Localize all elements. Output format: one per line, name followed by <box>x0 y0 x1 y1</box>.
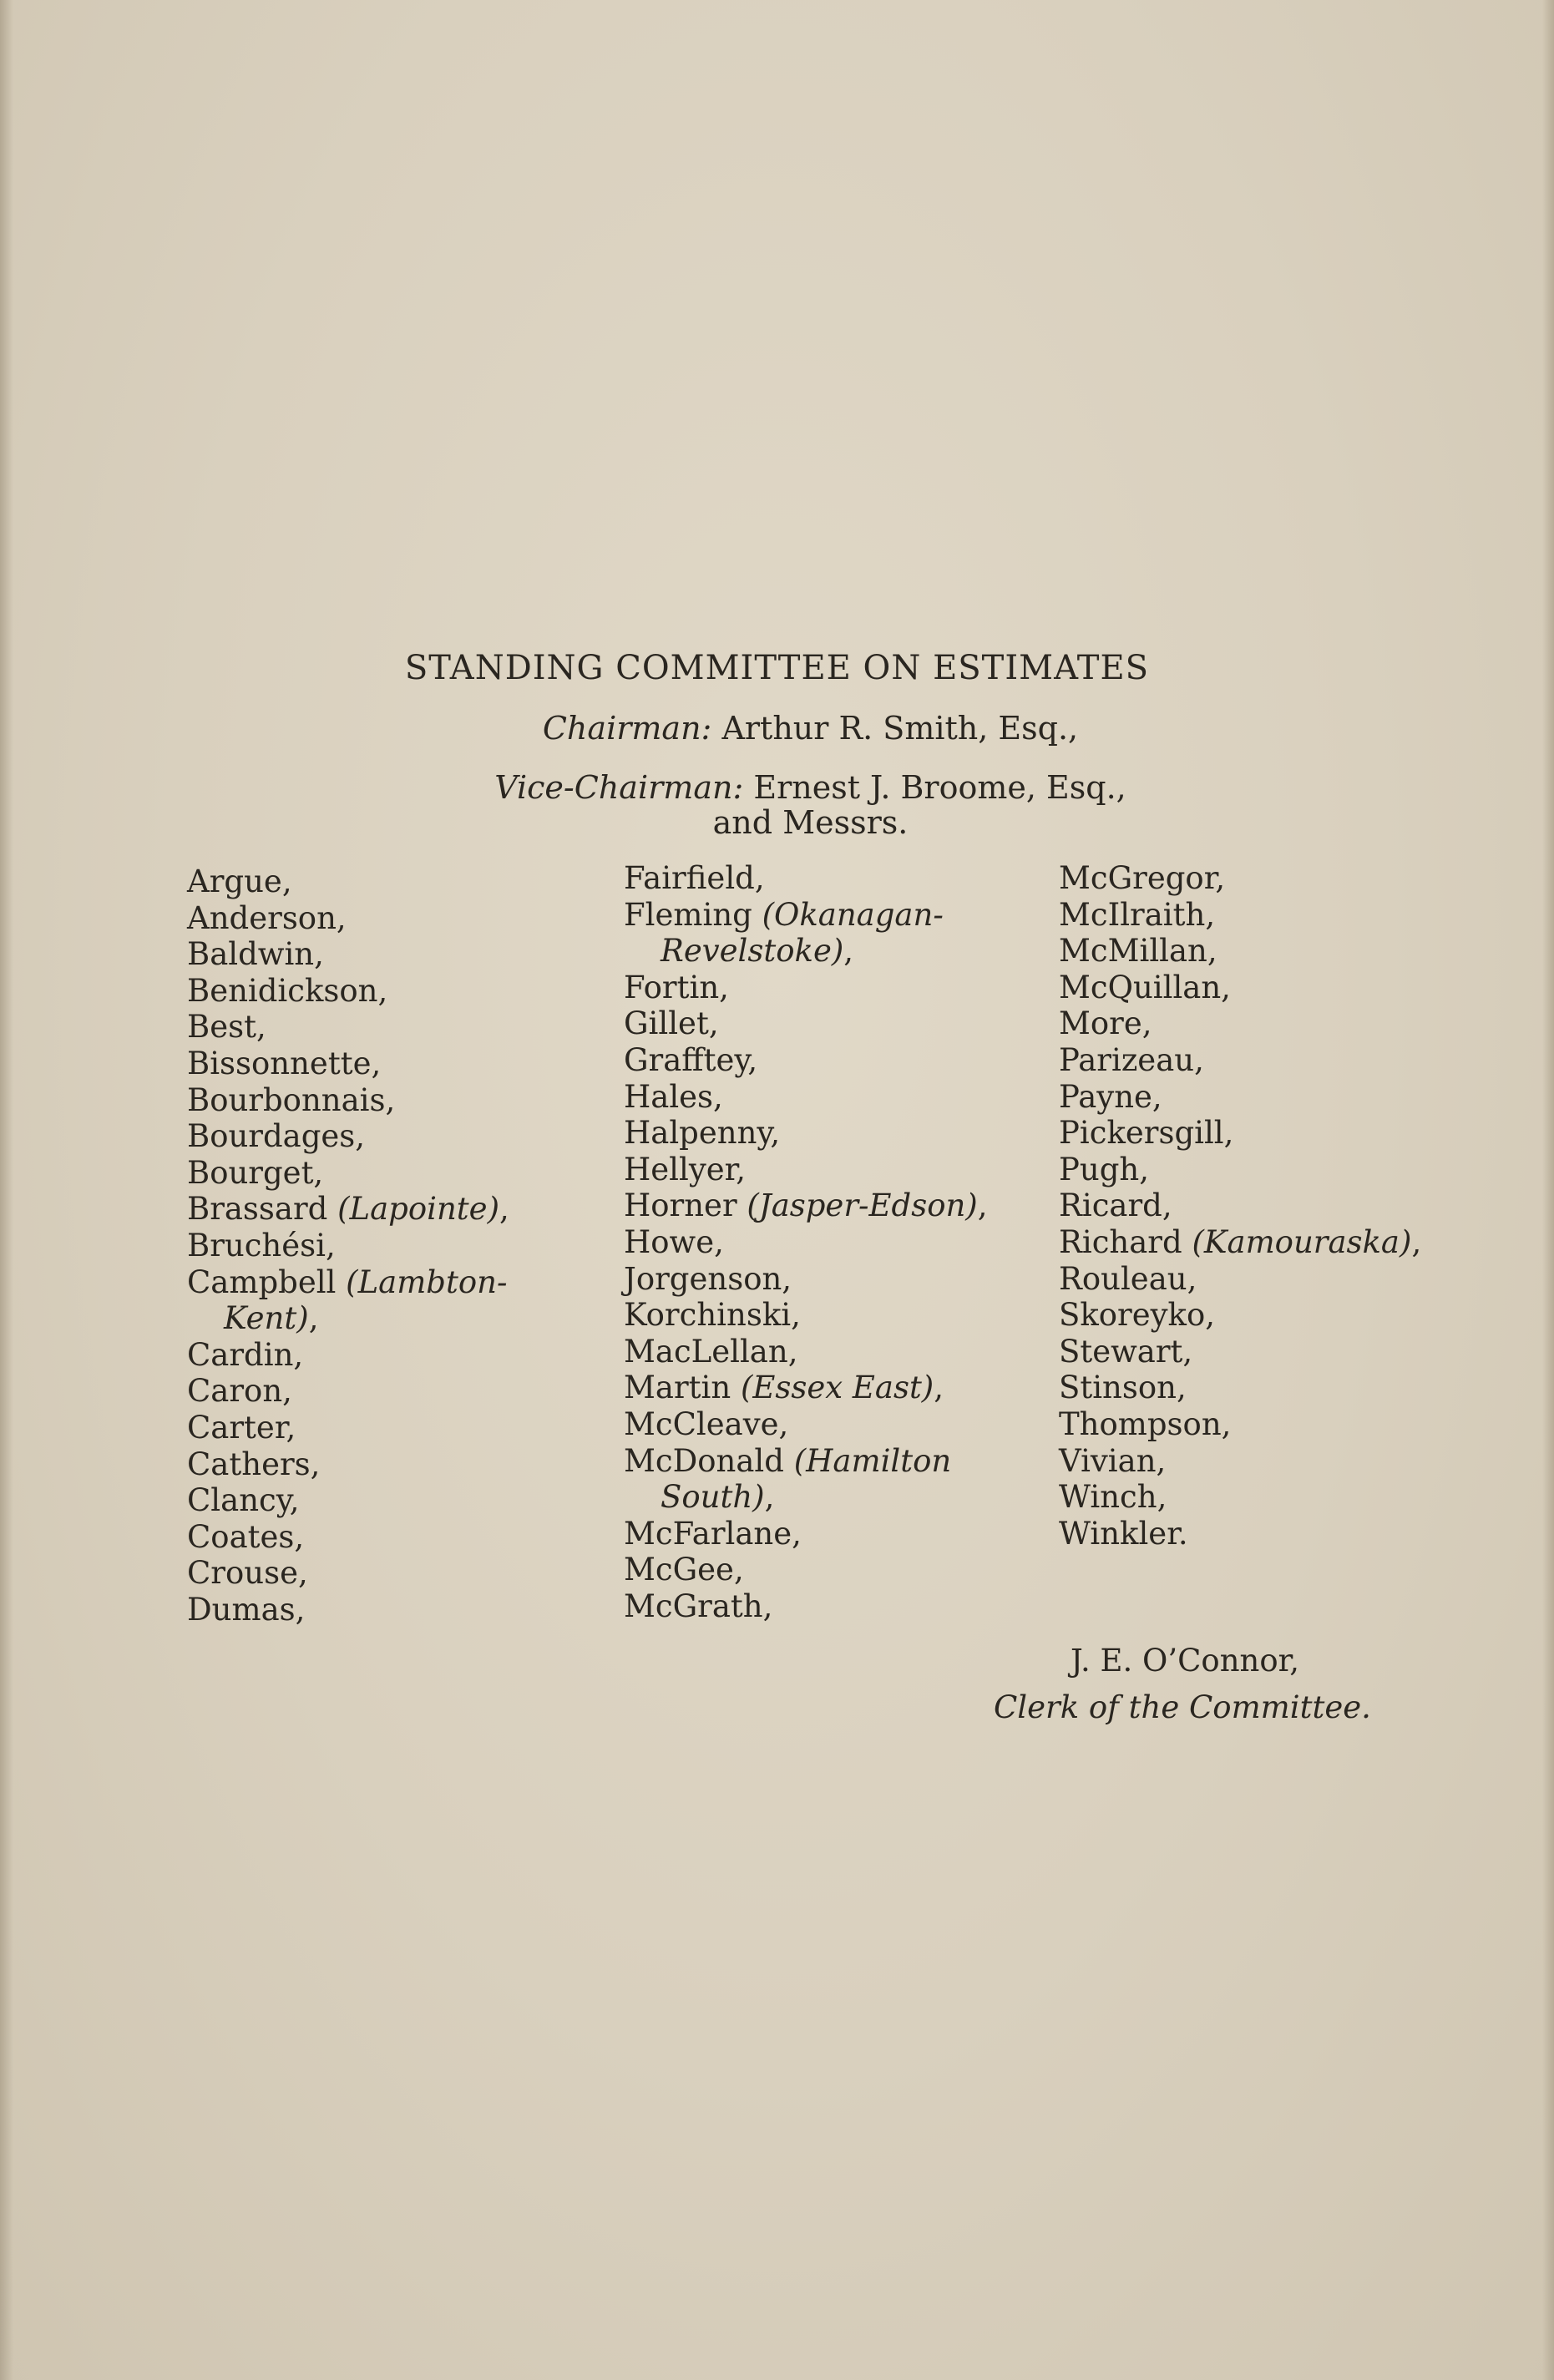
member-punctuation: , <box>308 1300 319 1337</box>
member-name: Hales, <box>624 1078 723 1115</box>
member-name: McIlraith, <box>1059 896 1216 933</box>
member-entry <box>624 1261 988 1298</box>
member-name: Pugh, <box>1059 1151 1150 1187</box>
member-entry <box>624 1552 988 1588</box>
member-name: Argue, <box>187 863 292 899</box>
member-name: Caron, <box>187 1373 292 1410</box>
member-entry <box>1059 1443 1421 1480</box>
member-entry <box>187 1592 509 1628</box>
member-entry <box>1059 1261 1421 1298</box>
member-entry <box>624 1406 988 1443</box>
and-messrs-line: and Messrs. <box>712 804 909 841</box>
member-name: McGregor, <box>1059 860 1226 896</box>
member-name: Crouse, <box>187 1555 308 1592</box>
member-entry <box>1059 897 1421 934</box>
member-name: Bruchési, <box>187 1227 336 1263</box>
member-punctuation: , <box>764 1479 775 1516</box>
member-name: Fortin, <box>624 969 729 1005</box>
member-name: McDonald <box>624 1442 784 1479</box>
member-riding: (Jasper-Edson) <box>747 1187 978 1224</box>
member-entry <box>624 1370 988 1406</box>
member-entry <box>187 1373 509 1410</box>
member-name: Clancy, <box>187 1482 300 1519</box>
member-entry <box>187 900 509 937</box>
member-name: Martin <box>624 1370 731 1406</box>
member-entry <box>187 1482 509 1519</box>
member-riding: (Okanagan- <box>762 896 944 933</box>
member-name: Gillet, <box>624 1005 719 1042</box>
member-continuation-line <box>624 933 988 970</box>
member-punctuation: , <box>1411 1223 1422 1260</box>
member-entry <box>1059 1042 1421 1079</box>
members-column-3 <box>1059 860 1421 1552</box>
member-entry <box>624 897 988 934</box>
member-entry <box>187 1046 509 1082</box>
member-name: Stewart, <box>1059 1333 1193 1370</box>
member-entry <box>187 1555 509 1592</box>
member-entry <box>187 1155 509 1192</box>
member-name: Campbell <box>187 1263 337 1300</box>
member-name: Vivian, <box>1059 1442 1167 1479</box>
member-riding: (Kamouraska) <box>1192 1223 1412 1260</box>
member-name: Rouleau, <box>1059 1260 1197 1297</box>
member-punctuation: , <box>843 933 854 970</box>
chairman-line <box>0 710 1554 747</box>
member-entry <box>1059 1406 1421 1443</box>
member-name: Fairfield, <box>624 860 765 896</box>
member-name: Jorgenson, <box>624 1260 792 1297</box>
member-entry <box>624 1443 988 1480</box>
member-name: Grafftey, <box>624 1041 758 1078</box>
member-entry <box>187 1446 509 1483</box>
member-punctuation: , <box>977 1187 988 1224</box>
member-entry <box>1059 860 1421 897</box>
member-continuation-line <box>187 1300 509 1337</box>
member-name: Howe, <box>624 1223 724 1260</box>
member-entry <box>187 1410 509 1446</box>
chairman-label: Chairman: <box>542 710 712 747</box>
member-name: Brassard <box>187 1191 328 1228</box>
member-entry <box>624 1588 988 1625</box>
member-name: Baldwin, <box>187 936 324 973</box>
chairman-name: Arthur R. Smith, Esq., <box>721 710 1079 747</box>
member-entry <box>187 1264 509 1301</box>
member-entry <box>187 1082 509 1119</box>
member-name: Winch, <box>1059 1479 1167 1516</box>
members-column-1 <box>187 863 509 1628</box>
member-entry <box>187 1118 509 1155</box>
member-name: Halpenny, <box>624 1115 781 1152</box>
member-name: Richard <box>1059 1223 1182 1260</box>
member-entry <box>187 1228 509 1264</box>
member-entry <box>1059 1224 1421 1261</box>
member-entry <box>1059 1005 1421 1042</box>
clerk-name: J. E. O’Connor, <box>1071 1643 1300 1679</box>
clerk-title: Clerk of the Committee. <box>994 1689 1371 1725</box>
member-entry <box>187 973 509 1010</box>
member-entry <box>187 1519 509 1556</box>
member-name: Bourdages, <box>187 1118 366 1155</box>
page-edge-shadow-right <box>1542 0 1554 2380</box>
member-entry <box>187 1191 509 1228</box>
member-entry <box>624 860 988 897</box>
member-name: Ricard, <box>1059 1187 1172 1224</box>
member-entry <box>624 1516 988 1552</box>
member-entry <box>624 1187 988 1224</box>
member-entry <box>1059 1334 1421 1370</box>
member-entry <box>187 1009 509 1046</box>
member-punctuation: , <box>499 1191 509 1228</box>
member-entry <box>187 863 509 900</box>
committee-title: STANDING COMMITTEE ON ESTIMATES <box>404 649 1150 687</box>
page-edge-shadow-left <box>0 0 13 2380</box>
member-entry <box>1059 1479 1421 1516</box>
member-entry <box>1059 1187 1421 1224</box>
member-entry <box>1059 1079 1421 1116</box>
vice-chairman-label: Vice-Chairman: <box>494 769 744 806</box>
member-name: Payne, <box>1059 1078 1162 1115</box>
member-name: McCleave, <box>624 1405 789 1442</box>
member-entry <box>1059 1516 1421 1552</box>
member-name: Parizeau, <box>1059 1041 1204 1078</box>
member-name: Dumas, <box>187 1591 306 1628</box>
member-name: Horner <box>624 1187 737 1224</box>
member-name: More, <box>1059 1005 1152 1042</box>
member-name: Korchinski, <box>624 1297 801 1334</box>
member-entry <box>1059 933 1421 970</box>
member-entry <box>1059 1297 1421 1334</box>
member-name: Cathers, <box>187 1446 321 1482</box>
member-name: Anderson, <box>187 899 347 936</box>
member-entry <box>624 1079 988 1116</box>
member-riding: Revelstoke) <box>661 933 844 970</box>
member-riding: Kent) <box>224 1300 309 1337</box>
vice-chairman-line <box>0 769 1554 806</box>
member-entry <box>624 1042 988 1079</box>
member-riding: (Essex East) <box>740 1370 934 1406</box>
member-entry <box>187 936 509 973</box>
member-riding: (Lapointe) <box>337 1191 499 1228</box>
member-riding: South) <box>661 1479 765 1516</box>
member-name: Thompson, <box>1059 1405 1232 1442</box>
member-punctuation: , <box>934 1370 944 1406</box>
member-entry <box>1059 970 1421 1006</box>
vice-chairman-name: Ernest J. Broome, Esq., <box>753 769 1126 806</box>
member-name: Cardin, <box>187 1336 304 1373</box>
member-name: Fleming <box>624 896 752 933</box>
member-name: Bourbonnais, <box>187 1081 396 1118</box>
member-name: McGee, <box>624 1552 744 1588</box>
member-name: McGrath, <box>624 1588 773 1624</box>
member-name: Hellyer, <box>624 1151 747 1187</box>
member-entry <box>624 1297 988 1334</box>
member-name: McMillan, <box>1059 933 1217 970</box>
member-entry <box>624 1115 988 1152</box>
member-entry <box>624 1152 988 1188</box>
member-entry <box>624 1224 988 1261</box>
member-name: Pickersgill, <box>1059 1115 1234 1152</box>
member-name: Carter, <box>187 1409 296 1446</box>
member-entry <box>1059 1152 1421 1188</box>
member-entry <box>624 970 988 1006</box>
member-name: Benidickson, <box>187 972 388 1009</box>
member-entry <box>187 1337 509 1374</box>
member-name: Best, <box>187 1009 266 1046</box>
member-name: Skoreyko, <box>1059 1297 1215 1334</box>
member-riding: (Hamilton <box>793 1442 952 1479</box>
member-name: Winkler. <box>1059 1515 1188 1552</box>
members-column-2 <box>624 860 988 1624</box>
member-entry <box>624 1334 988 1370</box>
member-name: Coates, <box>187 1518 305 1555</box>
member-name: MacLellan, <box>624 1333 798 1370</box>
member-name: Stinson, <box>1059 1370 1187 1406</box>
member-entry <box>1059 1370 1421 1406</box>
member-riding: (Lambton- <box>346 1263 508 1300</box>
member-entry <box>624 1005 988 1042</box>
member-name: Bissonnette, <box>187 1045 382 1081</box>
member-name: McFarlane, <box>624 1515 802 1552</box>
member-entry <box>1059 1115 1421 1152</box>
member-name: McQuillan, <box>1059 969 1231 1005</box>
member-continuation-line <box>624 1479 988 1516</box>
member-name: Bourget, <box>187 1154 324 1191</box>
